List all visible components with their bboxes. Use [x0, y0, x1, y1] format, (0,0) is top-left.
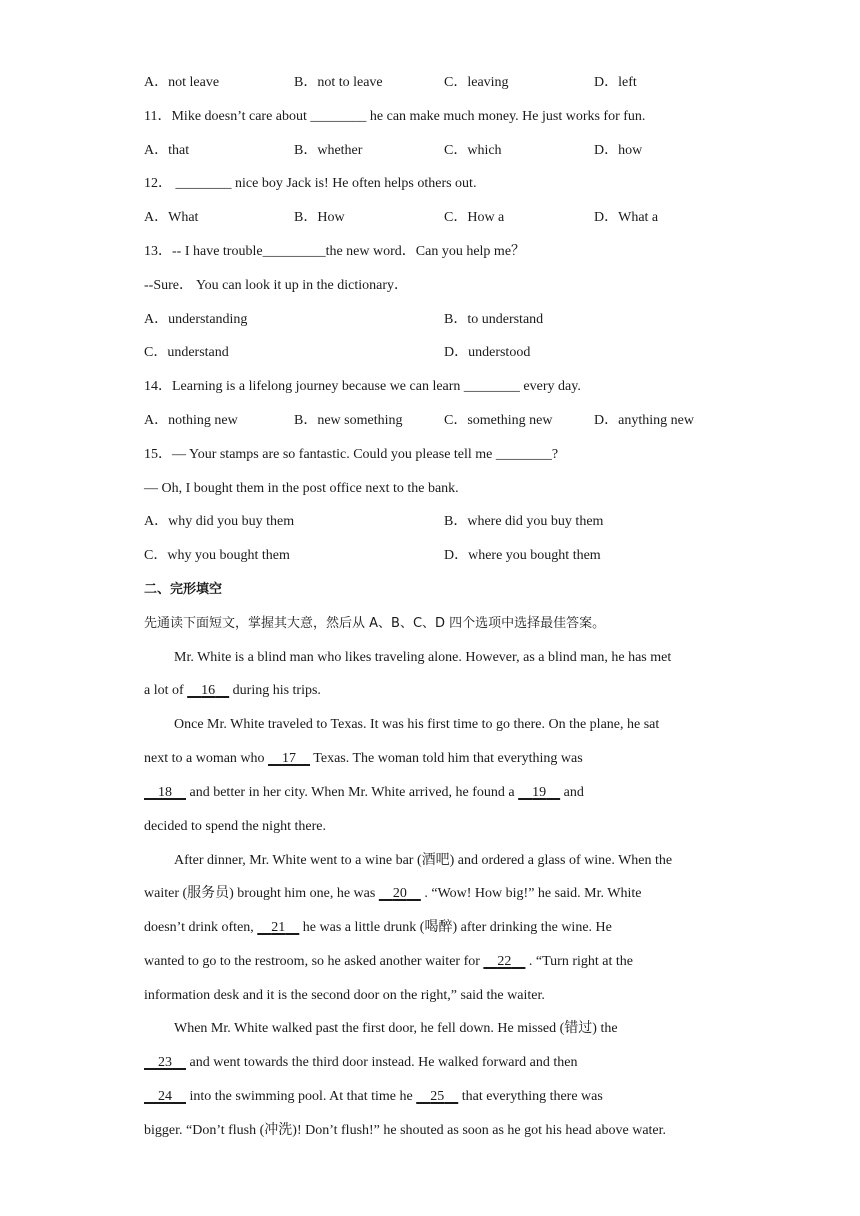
q10-option-a: A．not leave: [144, 75, 220, 90]
passage-text: next to a woman who: [144, 751, 269, 766]
blank-17: 17: [282, 751, 297, 766]
q14-option-d: D．anything new: [594, 413, 694, 428]
passage-line: [144, 681, 321, 701]
q12-option-a: A．What: [144, 210, 199, 225]
passage-line: information desk and it is the second door on the right,” said the waiter.: [144, 988, 545, 1003]
q13-option-c: C．understand: [144, 345, 229, 360]
blank-21: 21: [271, 920, 286, 935]
passage-line: [144, 1087, 603, 1107]
q12-option-b: B．How: [294, 210, 345, 225]
passage-line: [144, 749, 583, 769]
q11-option-d: D．how: [594, 143, 643, 158]
blank-23: 23: [158, 1055, 172, 1070]
q12-stem: 12． ________ nice boy Jack is! He often helps others out.: [144, 176, 477, 191]
passage-line: After dinner, Mr. White went to a wine bar (酒吧) and ordered a glass of wine. When the: [174, 853, 673, 868]
passage-text: . “Wow! How big!” he said. Mr. White: [420, 886, 642, 901]
q14-stem: 14．Learning is a lifelong journey because we can learn ________ every day.: [144, 379, 581, 394]
q15-reply: — Oh, I bought them in the post office next to the bank.: [144, 481, 459, 496]
passage-line: decided to spend the night there.: [144, 819, 326, 834]
passage-line: [144, 1053, 578, 1073]
blank-24: 24: [158, 1089, 172, 1104]
blank-18: 18: [158, 785, 172, 800]
passage-line: [144, 918, 612, 938]
q10-option-d: D．left: [594, 75, 637, 90]
blank-25: 25: [430, 1089, 445, 1104]
passage-line: bigger. “Don’t flush (冲洗)! Don’t flush!” he shouted as soon as he got his head above water.: [144, 1123, 667, 1138]
passage-text: into the swimming pool. At that time he: [186, 1089, 417, 1104]
passage-text: and went towards the third door instead. He walked forward and then: [186, 1055, 578, 1070]
passage-text: during his trips.: [229, 683, 321, 698]
q14-option-c: C．something new: [444, 413, 553, 428]
blank-19: 19: [532, 785, 547, 800]
passage-line: [144, 783, 584, 803]
q11-option-b: B．whether: [294, 143, 363, 158]
q13-option-d: D．understood: [444, 345, 531, 360]
passage-line: When Mr. White walked past the first door, he fell down. He missed (错过) the: [174, 1021, 618, 1036]
section-instruction: 先通读下面短文，掌握其大意，然后从 A、B、C、D 四个选项中选择最佳答案。: [144, 616, 606, 631]
q11-stem: 11．Mike doesn’t care about ________ he can make much money. He just works for fun.: [144, 109, 646, 124]
blank-16: 16: [201, 683, 216, 698]
q10-option-c: C．leaving: [444, 75, 509, 90]
section-title: 二、完形填空: [144, 582, 223, 597]
blank-22: 22: [497, 954, 512, 969]
q15-option-d: D．where you bought them: [444, 548, 601, 563]
passage-line: [144, 884, 641, 904]
blank-20: 20: [392, 886, 407, 901]
q13-reply: --Sure． You can look it up in the dictionary．: [144, 278, 409, 293]
passage-line: [144, 952, 633, 972]
q10-option-b: B．not to leave: [294, 75, 383, 90]
passage-text: Texas. The woman told him that everything was: [310, 751, 583, 766]
q14-option-a: A．nothing new: [144, 413, 238, 428]
passage-text: . “Turn right at the: [525, 954, 633, 969]
q13-option-a: A．understanding: [144, 312, 248, 327]
q13-option-b: B．to understand: [444, 312, 544, 327]
passage-text: waiter (服务员) brought him one, he was: [144, 886, 379, 901]
passage-text: and better in her city. When Mr. White arrived, he found a: [186, 785, 519, 800]
passage-text: he was a little drunk (喝醉) after drinking the wine. He: [299, 920, 612, 935]
passage-text: doesn’t drink often,: [144, 920, 258, 935]
q13-stem: 13．-- I have trouble_________the new word．Can you help me？: [144, 244, 526, 259]
passage-line: Once Mr. White traveled to Texas. It was his first time to go there. On the plane, he sat: [174, 717, 660, 732]
q12-option-c: C．How a: [444, 210, 505, 225]
passage-line: Mr. White is a blind man who likes traveling alone. However, as a blind man, he has met: [174, 650, 672, 665]
q15-option-b: B．where did you buy them: [444, 514, 604, 529]
q14-option-b: B．new something: [294, 413, 403, 428]
q11-option-a: A．that: [144, 143, 190, 158]
passage-text: a lot of: [144, 683, 188, 698]
q12-option-d: D．What a: [594, 210, 659, 225]
passage-text: and: [560, 785, 584, 800]
q15-stem: 15．— Your stamps are so fantastic. Could you please tell me ________?: [144, 447, 559, 462]
passage-text: wanted to go to the restroom, so he asked another waiter for: [144, 954, 484, 969]
q11-option-c: C．which: [444, 143, 502, 158]
q15-option-a: A．why did you buy them: [144, 514, 295, 529]
q15-option-c: C．why you bought them: [144, 548, 290, 563]
passage-text: that everything there was: [458, 1089, 603, 1104]
